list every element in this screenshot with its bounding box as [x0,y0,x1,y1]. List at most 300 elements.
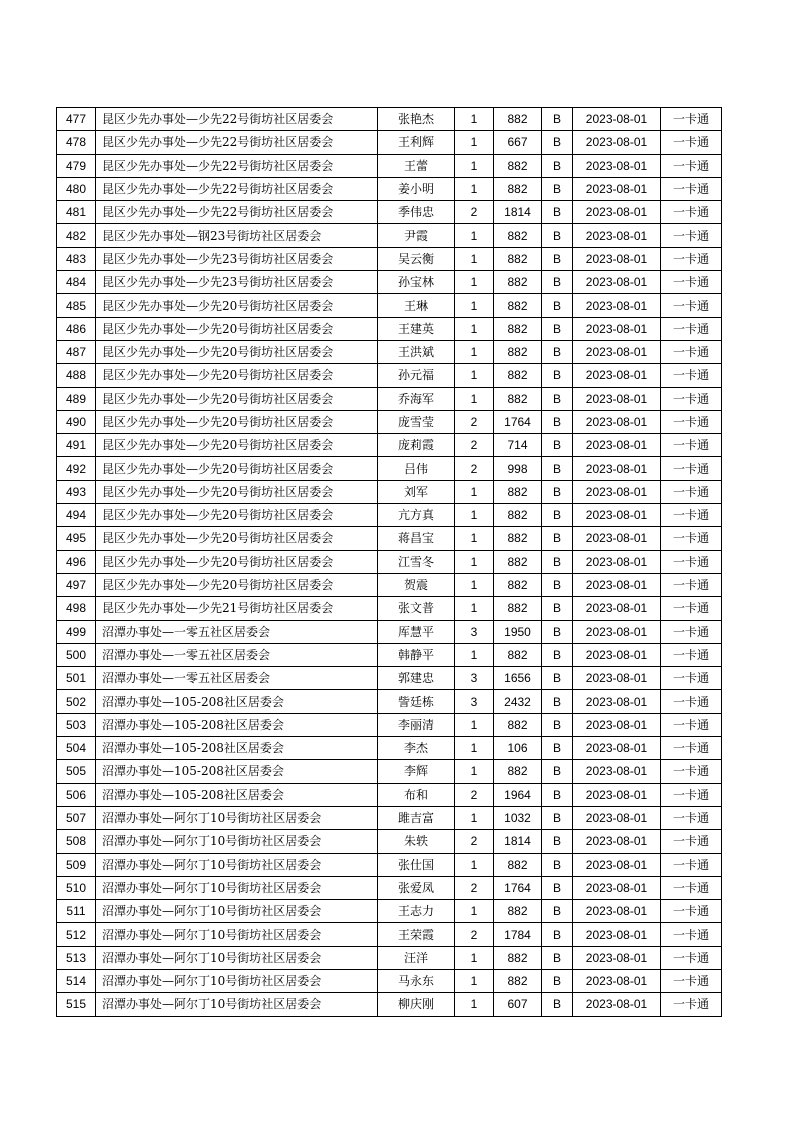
count-cell: 3 [455,690,494,713]
count-cell: 1 [455,177,494,200]
row-number: 484 [57,271,96,294]
date-cell: 2023-08-01 [573,201,661,224]
category-cell: B [542,108,573,131]
row-number: 507 [57,806,96,829]
amount-cell: 882 [494,597,542,620]
payment-method-cell: 一卡通 [661,294,722,317]
amount-cell: 882 [494,760,542,783]
ledger-table [56,107,722,1017]
amount-cell: 882 [494,317,542,340]
category-cell: B [542,597,573,620]
amount-cell: 882 [494,108,542,131]
organization-cell: 昆区少先办事处—少先20号街坊社区居委会 [96,550,378,573]
organization-cell: 沼潭办事处—105-208社区居委会 [96,783,378,806]
date-cell: 2023-08-01 [573,667,661,690]
category-cell: B [542,387,573,410]
table-row [57,201,722,224]
date-cell: 2023-08-01 [573,946,661,969]
table-row [57,643,722,666]
payment-method-cell: 一卡通 [661,573,722,596]
amount-cell: 882 [494,550,542,573]
name-cell: 雎吉富 [378,806,455,829]
amount-cell: 1764 [494,410,542,433]
organization-cell: 沼潭办事处—阿尔丁10号街坊社区居委会 [96,876,378,899]
payment-method-cell: 一卡通 [661,876,722,899]
row-number: 512 [57,923,96,946]
table-row [57,783,722,806]
payment-method-cell: 一卡通 [661,690,722,713]
category-cell: B [542,480,573,503]
name-cell: 马永东 [378,969,455,992]
name-cell: 王利辉 [378,131,455,154]
name-cell: 朱轶 [378,830,455,853]
row-number: 493 [57,480,96,503]
row-number: 491 [57,434,96,457]
amount-cell: 882 [494,946,542,969]
table-row [57,853,722,876]
count-cell: 1 [455,550,494,573]
table-row [57,271,722,294]
date-cell: 2023-08-01 [573,597,661,620]
table-row [57,876,722,899]
table-row [57,434,722,457]
count-cell: 1 [455,224,494,247]
amount-cell: 882 [494,969,542,992]
name-cell: 王洪斌 [378,340,455,363]
payment-method-cell: 一卡通 [661,108,722,131]
category-cell: B [542,993,573,1016]
name-cell: 李辉 [378,760,455,783]
row-number: 498 [57,597,96,620]
category-cell: B [542,573,573,596]
category-cell: B [542,969,573,992]
payment-method-cell: 一卡通 [661,410,722,433]
count-cell: 1 [455,900,494,923]
payment-method-cell: 一卡通 [661,457,722,480]
organization-cell: 昆区少先办事处—少先20号街坊社区居委会 [96,527,378,550]
count-cell: 2 [455,201,494,224]
row-number: 505 [57,760,96,783]
name-cell: 乔海军 [378,387,455,410]
row-number: 509 [57,853,96,876]
date-cell: 2023-08-01 [573,317,661,340]
name-cell: 孙元福 [378,364,455,387]
date-cell: 2023-08-01 [573,643,661,666]
row-number: 495 [57,527,96,550]
organization-cell: 昆区少先办事处—少先20号街坊社区居委会 [96,317,378,340]
amount-cell: 1764 [494,876,542,899]
count-cell: 2 [455,876,494,899]
date-cell: 2023-08-01 [573,620,661,643]
count-cell: 1 [455,737,494,760]
count-cell: 2 [455,783,494,806]
date-cell: 2023-08-01 [573,504,661,527]
name-cell: 訾廷栋 [378,690,455,713]
amount-cell: 882 [494,573,542,596]
organization-cell: 昆区少先办事处—少先22号街坊社区居委会 [96,154,378,177]
date-cell: 2023-08-01 [573,830,661,853]
table-row [57,900,722,923]
count-cell: 2 [455,434,494,457]
payment-method-cell: 一卡通 [661,900,722,923]
name-cell: 李杰 [378,737,455,760]
name-cell: 汪洋 [378,946,455,969]
category-cell: B [542,154,573,177]
row-number: 489 [57,387,96,410]
date-cell: 2023-08-01 [573,224,661,247]
count-cell: 2 [455,923,494,946]
payment-method-cell: 一卡通 [661,527,722,550]
category-cell: B [542,806,573,829]
payment-method-cell: 一卡通 [661,271,722,294]
category-cell: B [542,271,573,294]
count-cell: 1 [455,247,494,270]
name-cell: 王荣霞 [378,923,455,946]
count-cell: 1 [455,853,494,876]
table-row [57,597,722,620]
count-cell: 1 [455,340,494,363]
category-cell: B [542,504,573,527]
date-cell: 2023-08-01 [573,247,661,270]
row-number: 514 [57,969,96,992]
date-cell: 2023-08-01 [573,154,661,177]
name-cell: 韩静平 [378,643,455,666]
name-cell: 尹霞 [378,224,455,247]
category-cell: B [542,457,573,480]
category-cell: B [542,876,573,899]
table-row [57,410,722,433]
row-number: 487 [57,340,96,363]
payment-method-cell: 一卡通 [661,550,722,573]
amount-cell: 607 [494,993,542,1016]
payment-method-cell: 一卡通 [661,806,722,829]
date-cell: 2023-08-01 [573,271,661,294]
name-cell: 江雪冬 [378,550,455,573]
organization-cell: 昆区少先办事处—少先22号街坊社区居委会 [96,131,378,154]
category-cell: B [542,177,573,200]
category-cell: B [542,410,573,433]
organization-cell: 昆区少先办事处—少先22号街坊社区居委会 [96,108,378,131]
amount-cell: 882 [494,294,542,317]
amount-cell: 1814 [494,830,542,853]
category-cell: B [542,783,573,806]
organization-cell: 沼潭办事处—阿尔丁10号街坊社区居委会 [96,946,378,969]
table-row [57,830,722,853]
amount-cell: 882 [494,340,542,363]
date-cell: 2023-08-01 [573,387,661,410]
category-cell: B [542,900,573,923]
date-cell: 2023-08-01 [573,131,661,154]
date-cell: 2023-08-01 [573,573,661,596]
date-cell: 2023-08-01 [573,737,661,760]
organization-cell: 沼潭办事处—阿尔丁10号街坊社区居委会 [96,969,378,992]
row-number: 511 [57,900,96,923]
count-cell: 1 [455,946,494,969]
amount-cell: 667 [494,131,542,154]
organization-cell: 昆区少先办事处—少先20号街坊社区居委会 [96,457,378,480]
table-row [57,154,722,177]
category-cell: B [542,643,573,666]
amount-cell: 882 [494,224,542,247]
table-row [57,667,722,690]
date-cell: 2023-08-01 [573,410,661,433]
row-number: 502 [57,690,96,713]
count-cell: 1 [455,597,494,620]
table-row [57,737,722,760]
amount-cell: 882 [494,364,542,387]
organization-cell: 沼潭办事处—阿尔丁10号街坊社区居委会 [96,923,378,946]
date-cell: 2023-08-01 [573,806,661,829]
payment-method-cell: 一卡通 [661,620,722,643]
amount-cell: 714 [494,434,542,457]
payment-method-cell: 一卡通 [661,853,722,876]
name-cell: 张仕国 [378,853,455,876]
name-cell: 孙宝林 [378,271,455,294]
organization-cell: 昆区少先办事处—少先20号街坊社区居委会 [96,364,378,387]
payment-method-cell: 一卡通 [661,504,722,527]
payment-method-cell: 一卡通 [661,923,722,946]
table-row [57,480,722,503]
category-cell: B [542,550,573,573]
category-cell: B [542,667,573,690]
table-row [57,457,722,480]
name-cell: 季伟忠 [378,201,455,224]
payment-method-cell: 一卡通 [661,783,722,806]
table-row [57,364,722,387]
category-cell: B [542,317,573,340]
count-cell: 1 [455,806,494,829]
row-number: 510 [57,876,96,899]
date-cell: 2023-08-01 [573,783,661,806]
name-cell: 张爱凤 [378,876,455,899]
table-row [57,224,722,247]
table-row [57,108,722,131]
row-number: 504 [57,737,96,760]
organization-cell: 昆区少先办事处—少先20号街坊社区居委会 [96,294,378,317]
organization-cell: 沼潭办事处—阿尔丁10号街坊社区居委会 [96,993,378,1016]
table-row [57,131,722,154]
payment-method-cell: 一卡通 [661,946,722,969]
row-number: 485 [57,294,96,317]
payment-method-cell: 一卡通 [661,993,722,1016]
table-row [57,177,722,200]
name-cell: 亢方真 [378,504,455,527]
count-cell: 1 [455,969,494,992]
row-number: 488 [57,364,96,387]
count-cell: 1 [455,294,494,317]
row-number: 513 [57,946,96,969]
organization-cell: 沼潭办事处—105-208社区居委会 [96,690,378,713]
date-cell: 2023-08-01 [573,853,661,876]
organization-cell: 昆区少先办事处—少先21号街坊社区居委会 [96,597,378,620]
payment-method-cell: 一卡通 [661,201,722,224]
row-number: 503 [57,713,96,736]
name-cell: 蒋昌宝 [378,527,455,550]
table-row [57,946,722,969]
organization-cell: 昆区少先办事处—少先23号街坊社区居委会 [96,271,378,294]
row-number: 492 [57,457,96,480]
count-cell: 1 [455,108,494,131]
count-cell: 1 [455,643,494,666]
table-row [57,504,722,527]
date-cell: 2023-08-01 [573,294,661,317]
name-cell: 柳庆刚 [378,993,455,1016]
count-cell: 1 [455,317,494,340]
amount-cell: 882 [494,177,542,200]
organization-cell: 沼潭办事处—105-208社区居委会 [96,713,378,736]
amount-cell: 1784 [494,923,542,946]
table-row [57,969,722,992]
payment-method-cell: 一卡通 [661,387,722,410]
count-cell: 1 [455,713,494,736]
count-cell: 3 [455,620,494,643]
category-cell: B [542,830,573,853]
name-cell: 王琳 [378,294,455,317]
count-cell: 1 [455,573,494,596]
amount-cell: 882 [494,643,542,666]
date-cell: 2023-08-01 [573,923,661,946]
amount-cell: 1950 [494,620,542,643]
row-number: 501 [57,667,96,690]
row-number: 496 [57,550,96,573]
date-cell: 2023-08-01 [573,993,661,1016]
name-cell: 刘军 [378,480,455,503]
payment-method-cell: 一卡通 [661,760,722,783]
category-cell: B [542,434,573,457]
organization-cell: 沼潭办事处—阿尔丁10号街坊社区居委会 [96,830,378,853]
category-cell: B [542,923,573,946]
count-cell: 3 [455,667,494,690]
name-cell: 布和 [378,783,455,806]
category-cell: B [542,737,573,760]
payment-method-cell: 一卡通 [661,643,722,666]
organization-cell: 昆区少先办事处—少先20号街坊社区居委会 [96,434,378,457]
payment-method-cell: 一卡通 [661,597,722,620]
amount-cell: 882 [494,853,542,876]
amount-cell: 882 [494,154,542,177]
count-cell: 1 [455,271,494,294]
table-row [57,573,722,596]
category-cell: B [542,527,573,550]
amount-cell: 106 [494,737,542,760]
name-cell: 庞莉霞 [378,434,455,457]
name-cell: 张文普 [378,597,455,620]
organization-cell: 昆区少先办事处—少先20号街坊社区居委会 [96,480,378,503]
count-cell: 1 [455,387,494,410]
organization-cell: 昆区少先办事处—少先20号街坊社区居委会 [96,504,378,527]
count-cell: 1 [455,364,494,387]
category-cell: B [542,713,573,736]
date-cell: 2023-08-01 [573,690,661,713]
amount-cell: 882 [494,900,542,923]
payment-method-cell: 一卡通 [661,340,722,363]
count-cell: 1 [455,154,494,177]
category-cell: B [542,690,573,713]
table-row [57,527,722,550]
payment-method-cell: 一卡通 [661,480,722,503]
date-cell: 2023-08-01 [573,760,661,783]
count-cell: 1 [455,480,494,503]
name-cell: 王蕾 [378,154,455,177]
table-row [57,294,722,317]
count-cell: 1 [455,527,494,550]
count-cell: 1 [455,131,494,154]
amount-cell: 1032 [494,806,542,829]
amount-cell: 882 [494,504,542,527]
date-cell: 2023-08-01 [573,527,661,550]
payment-method-cell: 一卡通 [661,830,722,853]
count-cell: 1 [455,760,494,783]
category-cell: B [542,294,573,317]
name-cell: 李丽清 [378,713,455,736]
date-cell: 2023-08-01 [573,364,661,387]
row-number: 500 [57,643,96,666]
payment-method-cell: 一卡通 [661,737,722,760]
name-cell: 吴云衡 [378,247,455,270]
amount-cell: 882 [494,271,542,294]
category-cell: B [542,340,573,363]
payment-method-cell: 一卡通 [661,154,722,177]
date-cell: 2023-08-01 [573,108,661,131]
amount-cell: 1656 [494,667,542,690]
category-cell: B [542,224,573,247]
row-number: 486 [57,317,96,340]
date-cell: 2023-08-01 [573,177,661,200]
table-row [57,317,722,340]
organization-cell: 昆区少先办事处—少先23号街坊社区居委会 [96,247,378,270]
amount-cell: 882 [494,480,542,503]
payment-method-cell: 一卡通 [661,969,722,992]
category-cell: B [542,760,573,783]
organization-cell: 沼潭办事处—阿尔丁10号街坊社区居委会 [96,806,378,829]
date-cell: 2023-08-01 [573,457,661,480]
table-row [57,760,722,783]
table-row [57,340,722,363]
date-cell: 2023-08-01 [573,480,661,503]
table-row [57,247,722,270]
row-number: 483 [57,247,96,270]
name-cell: 姜小明 [378,177,455,200]
organization-cell: 昆区少先办事处—少先22号街坊社区居委会 [96,201,378,224]
table-row [57,806,722,829]
organization-cell: 昆区少先办事处—少先22号街坊社区居委会 [96,177,378,200]
row-number: 508 [57,830,96,853]
row-number: 479 [57,154,96,177]
payment-method-cell: 一卡通 [661,131,722,154]
row-number: 490 [57,410,96,433]
name-cell: 郭建忠 [378,667,455,690]
date-cell: 2023-08-01 [573,434,661,457]
category-cell: B [542,131,573,154]
name-cell: 厍慧平 [378,620,455,643]
organization-cell: 昆区少先办事处—少先20号街坊社区居委会 [96,410,378,433]
organization-cell: 沼潭办事处—阿尔丁10号街坊社区居委会 [96,853,378,876]
table-row [57,923,722,946]
table-row [57,387,722,410]
row-number: 477 [57,108,96,131]
payment-method-cell: 一卡通 [661,317,722,340]
table-row [57,620,722,643]
category-cell: B [542,201,573,224]
payment-method-cell: 一卡通 [661,247,722,270]
table-row [57,550,722,573]
row-number: 480 [57,177,96,200]
row-number: 482 [57,224,96,247]
organization-cell: 沼潭办事处—阿尔丁10号街坊社区居委会 [96,900,378,923]
date-cell: 2023-08-01 [573,900,661,923]
date-cell: 2023-08-01 [573,550,661,573]
amount-cell: 882 [494,387,542,410]
